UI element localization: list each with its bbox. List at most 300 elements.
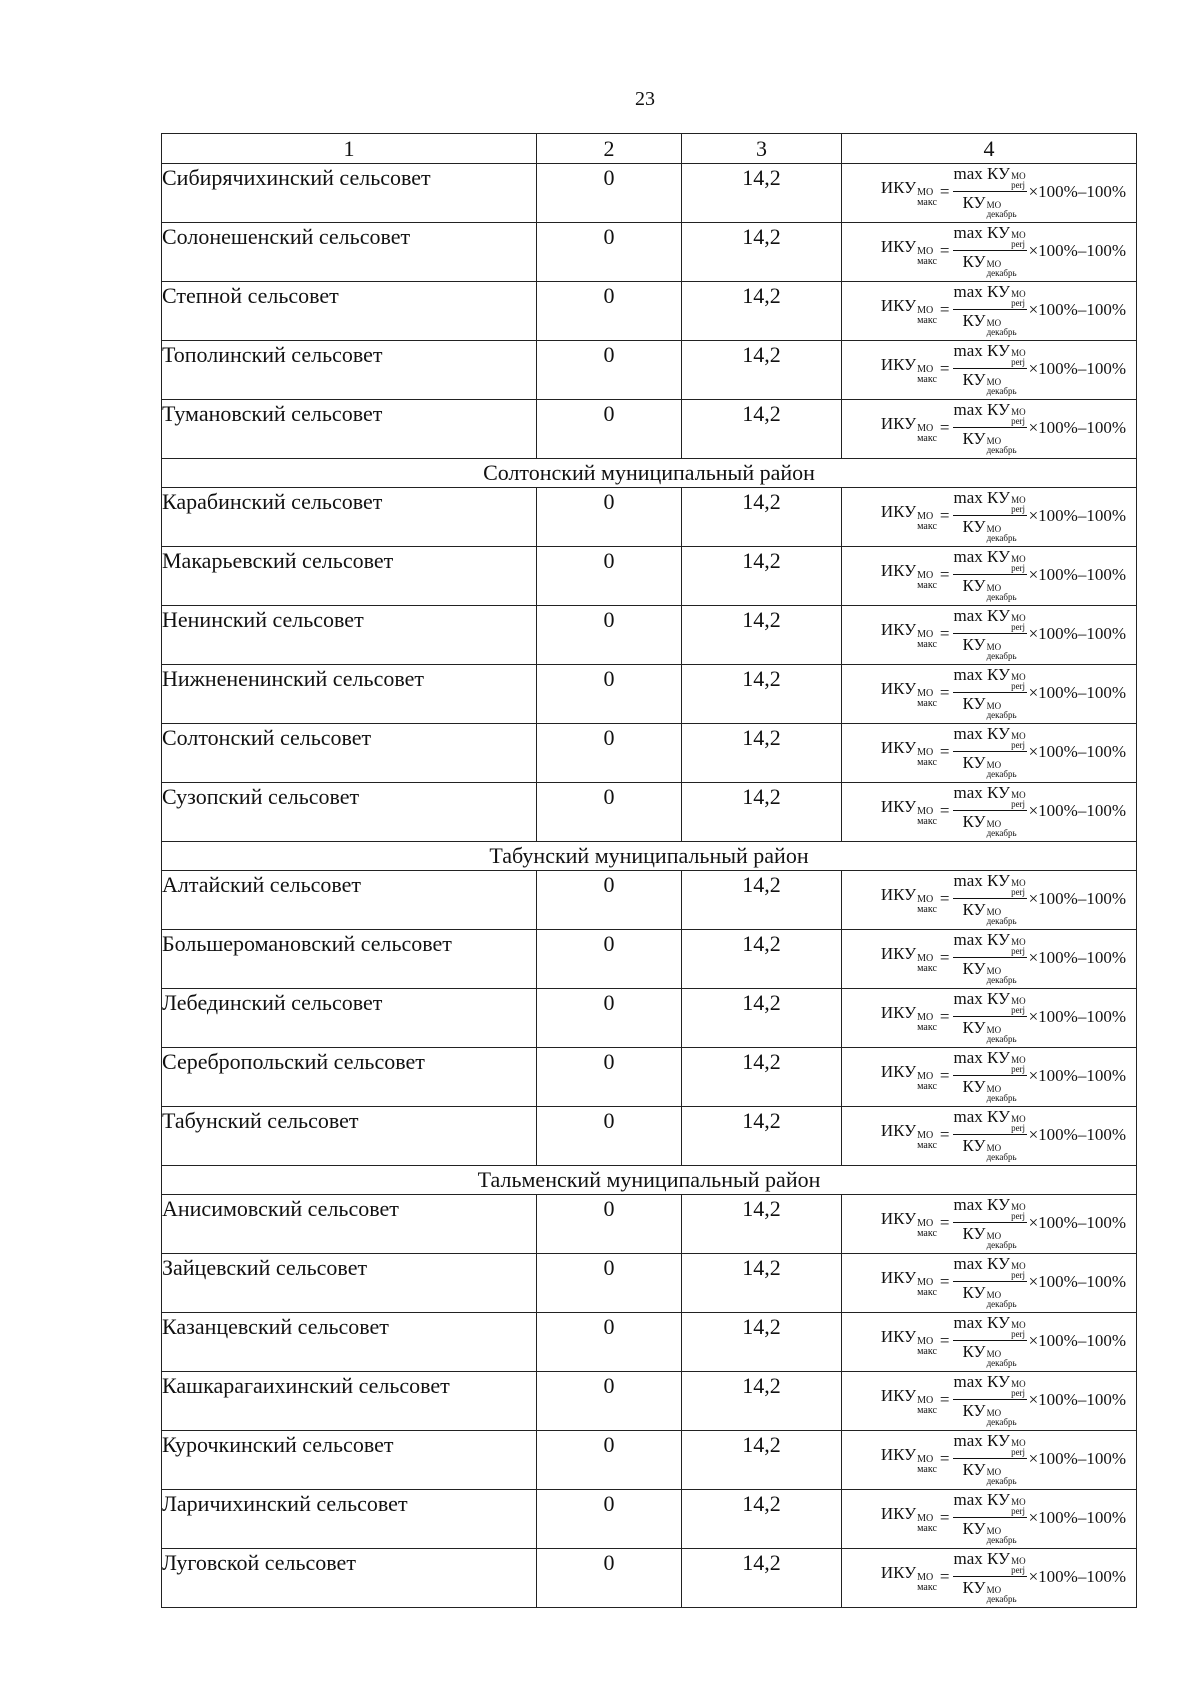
municipality-name: Ларичихинский сельсовет [162,1490,537,1549]
value-col-3: 14,2 [682,724,842,783]
formula-num-scripts [1011,1115,1026,1133]
formula-num-base: max КУ [953,1107,1011,1126]
formula-num-sup: МО [1011,1320,1026,1330]
formula-lhs-scripts [917,689,937,709]
formula-numerator [953,871,1027,899]
formula-num-sub: perj [1011,239,1026,249]
formula-lhs-sub: макс [917,373,937,385]
formula-num-sub: perj [1011,298,1026,308]
formula-lhs-sup: МО [917,893,934,905]
formula-lhs-sub: макс [917,962,937,974]
formula-num-scripts [1011,496,1026,514]
formula [842,1048,1136,1103]
formula-den-sup: МО [986,1231,1002,1241]
formula-lhs-sup: МО [917,1070,934,1082]
formula-den-sup: МО [986,436,1002,446]
formula-lhs-sub: макс [917,520,937,532]
formula-tail: ×100%–100% [1028,623,1126,643]
value-col-2: 0 [537,223,682,282]
formula-fraction [953,1313,1027,1368]
formula-numerator [953,1048,1027,1076]
formula-denominator [963,310,1017,337]
formula-fraction [953,488,1027,543]
formula-tail: ×100%–100% [1028,682,1126,702]
formula-num-sup: МО [1011,1497,1026,1507]
formula-fraction [953,1195,1027,1250]
table-row [162,930,1137,989]
formula-tail: ×100%–100% [1028,1271,1126,1291]
formula-num-base: max КУ [953,1195,1011,1214]
formula-numerator [953,606,1027,634]
formula-num-sub: perj [1011,416,1026,426]
formula-den-scripts [987,967,1017,985]
table-row [162,1254,1137,1313]
value-col-3: 14,2 [682,783,842,842]
formula-lhs-scripts [917,1278,937,1298]
formula-fraction [953,930,1027,985]
formula-tail: ×100%–100% [1028,1065,1126,1085]
formula-numerator [953,665,1027,693]
formula-tail: ×100%–100% [1028,1389,1126,1409]
formula-lhs-sup: МО [917,1129,934,1141]
formula-num-scripts [1011,1262,1026,1280]
formula-denominator [963,958,1017,985]
header-col-3: 3 [682,134,842,164]
formula-lhs-scripts [917,365,937,385]
formula-num-base: max КУ [953,606,1011,625]
formula-lhs-base: ИКУ [880,236,917,256]
formula-num-sup: МО [1011,1055,1026,1065]
formula-tail: ×100%–100% [1028,1124,1126,1144]
formula-lhs-sup: МО [917,1276,934,1288]
formula-num-scripts [1011,791,1026,809]
municipality-name: Тополинский сельсовет [162,341,537,400]
value-col-2: 0 [537,665,682,724]
formula-equals: = [939,358,950,378]
formula-num-sub: perj [1011,1329,1026,1339]
municipality-name: Большеромановский сельсовет [162,930,537,989]
formula-tail: ×100%–100% [1028,181,1126,201]
formula-den-scripts [987,643,1017,661]
formula-num-base: max КУ [953,1254,1011,1273]
formula-den-base: КУ [962,900,986,919]
table-row [162,1048,1137,1107]
formula-num-sup: МО [1011,1202,1026,1212]
formula-lhs-sub: макс [917,1080,937,1092]
formula-den-scripts [987,584,1017,602]
formula-lhs [881,296,937,324]
formula-den-sub: декабрь [986,651,1017,661]
formula-lhs-base: ИКУ [880,1503,917,1523]
formula-lhs-sub: макс [917,1522,937,1534]
formula-lhs [881,1327,937,1355]
formula-fraction [953,724,1027,779]
table-row [162,341,1137,400]
formula-den-base: КУ [962,1136,986,1155]
formula-lhs-base: ИКУ [880,1208,917,1228]
value-col-3: 14,2 [682,1048,842,1107]
section-title: Тальменский муниципальный район [162,1166,1137,1195]
municipality-name: Степной сельсовет [162,282,537,341]
municipality-name: Анисимовский сельсовет [162,1195,537,1254]
formula-den-base: КУ [962,1224,986,1243]
formula-cell [842,1195,1137,1254]
formula-numerator [953,400,1027,428]
formula-den-base: КУ [962,1018,986,1037]
formula-den-sup: МО [986,701,1002,711]
municipality-name: Серебропольский сельсовет [162,1048,537,1107]
formula-lhs-sub: макс [917,255,937,267]
value-col-2: 0 [537,1549,682,1608]
formula-lhs-scripts [917,188,937,208]
formula-numerator [953,1372,1027,1400]
formula-num-sub: perj [1011,1388,1026,1398]
value-col-3: 14,2 [682,606,842,665]
formula-num-base: max КУ [953,1313,1011,1332]
formula-num-base: max КУ [953,547,1011,566]
municipality-name: Нижнененинский сельсовет [162,665,537,724]
formula-den-sub: декабрь [986,1152,1017,1162]
municipality-name: Табунский сельсовет [162,1107,537,1166]
formula-tail: ×100%–100% [1028,800,1126,820]
formula-num-scripts [1011,614,1026,632]
table-row [162,1549,1137,1608]
formula-lhs-base: ИКУ [880,1326,917,1346]
formula-num-sup: МО [1011,1556,1026,1566]
municipality-name: Макарьевский сельсовет [162,547,537,606]
formula-lhs-base: ИКУ [880,1267,917,1287]
value-col-3: 14,2 [682,341,842,400]
formula-lhs-scripts [917,954,937,974]
formula-den-scripts [987,820,1017,838]
table-row [162,488,1137,547]
formula [842,1313,1136,1368]
formula-den-sup: МО [986,642,1002,652]
formula-tail: ×100%–100% [1028,947,1126,967]
formula-den-base: КУ [962,429,986,448]
municipality-name: Солтонский сельсовет [162,724,537,783]
formula-den-base: КУ [962,1460,986,1479]
formula-equals: = [939,299,950,319]
formula-denominator [963,1459,1017,1486]
formula-equals: = [939,505,950,525]
municipality-name: Сибирячихинский сельсовет [162,164,537,223]
formula-lhs [881,1209,937,1237]
municipality-name: Сузопский сельсовет [162,783,537,842]
formula-cell [842,488,1137,547]
formula-tail: ×100%–100% [1028,741,1126,761]
formula-cell [842,1549,1137,1608]
formula-num-sup: МО [1011,289,1026,299]
formula-equals: = [939,800,950,820]
formula-den-scripts [987,1144,1017,1162]
formula [842,724,1136,779]
formula-den-sub: декабрь [986,386,1017,396]
formula-numerator [953,783,1027,811]
value-col-3: 14,2 [682,1254,842,1313]
value-col-2: 0 [537,989,682,1048]
formula-num-sub: perj [1011,1005,1026,1015]
formula-lhs [881,1268,937,1296]
formula-lhs-scripts [917,306,937,326]
formula-denominator [963,1135,1017,1162]
formula-denominator [963,516,1017,543]
value-col-3: 14,2 [682,871,842,930]
formula-den-base: КУ [962,370,986,389]
formula-den-sub: декабрь [986,1034,1017,1044]
formula-den-scripts [987,260,1017,278]
formula-num-sub: perj [1011,740,1026,750]
formula-lhs-sup: МО [917,569,934,581]
formula-num-base: max КУ [953,1372,1011,1391]
formula-den-sub: декабрь [986,1417,1017,1427]
table-row [162,547,1137,606]
formula-lhs-base: ИКУ [880,619,917,639]
formula-cell [842,606,1137,665]
formula-lhs [881,797,937,825]
table-row [162,1313,1137,1372]
formula-den-sub: декабрь [986,710,1017,720]
formula-lhs-sub: макс [917,432,937,444]
formula-equals: = [939,1271,950,1291]
formula-cell [842,871,1137,930]
value-col-3: 14,2 [682,223,842,282]
formula-num-scripts [1011,732,1026,750]
formula-lhs-sup: МО [917,687,934,699]
formula-den-base: КУ [962,193,986,212]
formula-num-scripts [1011,1321,1026,1339]
formula-lhs-sub: макс [917,196,937,208]
formula-lhs-sub: макс [917,1227,937,1239]
formula-den-scripts [987,437,1017,455]
formula-lhs [881,738,937,766]
formula-lhs-sup: МО [917,304,934,316]
formula-den-scripts [987,1586,1017,1604]
formula [842,930,1136,985]
formula-den-scripts [987,1085,1017,1103]
formula-den-sub: декабрь [986,769,1017,779]
formula-den-sub: декабрь [986,975,1017,985]
formula-den-scripts [987,1409,1017,1427]
table-row [162,724,1137,783]
formula-num-scripts [1011,290,1026,308]
formula-denominator [963,1282,1017,1309]
formula-num-base: max КУ [953,871,1011,890]
formula-lhs-sup: МО [917,746,934,758]
formula-lhs [881,502,937,530]
formula-cell [842,1254,1137,1313]
formula-lhs [881,355,937,383]
formula-num-sub: perj [1011,1123,1026,1133]
formula-lhs-sup: МО [917,186,934,198]
formula-equals: = [939,947,950,967]
value-col-2: 0 [537,1431,682,1490]
formula-num-sup: МО [1011,996,1026,1006]
municipality-name: Карабинский сельсовет [162,488,537,547]
formula-den-sub: декабрь [986,1240,1017,1250]
formula-denominator [963,369,1017,396]
formula-lhs [881,178,937,206]
formula-lhs-scripts [917,630,937,650]
formula-cell [842,1431,1137,1490]
formula-lhs-base: ИКУ [880,560,917,580]
formula-den-base: КУ [962,576,986,595]
formula-lhs-base: ИКУ [880,501,917,521]
formula-lhs [881,1563,937,1591]
formula-cell [842,164,1137,223]
formula-fraction [953,164,1027,219]
formula-lhs-sup: МО [917,1571,934,1583]
formula-num-sub: perj [1011,180,1026,190]
page-number: 23 [635,88,655,110]
formula-lhs [881,1121,937,1149]
formula-equals: = [939,741,950,761]
formula-lhs-scripts [917,1573,937,1593]
formula-num-base: max КУ [953,1490,1011,1509]
value-col-3: 14,2 [682,1549,842,1608]
formula [842,282,1136,337]
formula-lhs-base: ИКУ [880,678,917,698]
formula-cell [842,282,1137,341]
value-col-3: 14,2 [682,989,842,1048]
formula-den-sub: декабрь [986,209,1017,219]
value-col-2: 0 [537,1048,682,1107]
value-col-3: 14,2 [682,1372,842,1431]
formula-den-sup: МО [986,583,1002,593]
formula-den-scripts [987,1350,1017,1368]
formula-den-sup: МО [986,377,1002,387]
formula-num-sup: МО [1011,937,1026,947]
formula [842,164,1136,219]
formula-den-sup: МО [986,1585,1002,1595]
formula-den-scripts [987,525,1017,543]
formula [842,1431,1136,1486]
value-col-2: 0 [537,871,682,930]
formula-denominator [963,693,1017,720]
formula-lhs-sub: макс [917,1139,937,1151]
formula-num-scripts [1011,1439,1026,1457]
formula-num-sup: МО [1011,230,1026,240]
formula-num-base: max КУ [953,989,1011,1008]
table-body [162,164,1137,1608]
formula-num-scripts [1011,1557,1026,1575]
formula-cell [842,223,1137,282]
formula-den-scripts [987,908,1017,926]
formula-num-sup: МО [1011,171,1026,181]
formula-num-scripts [1011,879,1026,897]
formula-lhs-sub: макс [917,314,937,326]
municipality-name: Солонешенский сельсовет [162,223,537,282]
formula [842,1195,1136,1250]
formula-lhs-base: ИКУ [880,1061,917,1081]
formula-cell [842,1048,1137,1107]
formula-lhs-sub: макс [917,579,937,591]
formula-lhs-sub: макс [917,903,937,915]
formula-den-scripts [987,1026,1017,1044]
formula-num-sub: perj [1011,504,1026,514]
formula-lhs [881,237,937,265]
formula-den-sub: декабрь [986,1535,1017,1545]
formula-lhs-base: ИКУ [880,354,917,374]
formula-num-sup: МО [1011,613,1026,623]
municipality-name: Лебединский сельсовет [162,989,537,1048]
formula-num-sub: perj [1011,681,1026,691]
formula-den-base: КУ [962,694,986,713]
formula [842,223,1136,278]
formula-lhs-sup: МО [917,1453,934,1465]
formula-den-sup: МО [986,318,1002,328]
value-col-3: 14,2 [682,1431,842,1490]
formula-lhs-scripts [917,1337,937,1357]
formula-den-sub: декабрь [986,916,1017,926]
formula [842,488,1136,543]
section-row [162,842,1137,871]
formula-num-sub: perj [1011,1565,1026,1575]
formula [842,1372,1136,1427]
formula-denominator [963,1577,1017,1604]
value-col-3: 14,2 [682,1313,842,1372]
formula-numerator [953,223,1027,251]
formula-cell [842,930,1137,989]
formula-lhs-sup: МО [917,1011,934,1023]
formula-lhs [881,1386,937,1414]
formula-denominator [963,899,1017,926]
formula-lhs-sub: макс [917,1404,937,1416]
formula-num-sub: perj [1011,799,1026,809]
formula-den-scripts [987,319,1017,337]
formula-lhs-scripts [917,512,937,532]
formula-numerator [953,930,1027,958]
formula-den-sup: МО [986,259,1002,269]
formula-numerator [953,1313,1027,1341]
formula-tail: ×100%–100% [1028,564,1126,584]
formula-num-base: max КУ [953,665,1011,684]
formula-den-sup: МО [986,1349,1002,1359]
value-col-3: 14,2 [682,547,842,606]
formula-cell [842,547,1137,606]
table-row [162,223,1137,282]
header-col-1: 1 [162,134,537,164]
formula-fraction [953,1490,1027,1545]
formula-denominator [963,575,1017,602]
formula-cell [842,1372,1137,1431]
formula-lhs-sup: МО [917,805,934,817]
formula-lhs-sup: МО [917,510,934,522]
value-col-3: 14,2 [682,488,842,547]
formula-equals: = [939,1006,950,1026]
value-col-2: 0 [537,724,682,783]
formula-cell [842,989,1137,1048]
table-row [162,606,1137,665]
formula-lhs [881,414,937,442]
formula-num-base: max КУ [953,282,1011,301]
formula-denominator [963,192,1017,219]
formula-lhs-base: ИКУ [880,413,917,433]
municipality-name: Луговской сельсовет [162,1549,537,1608]
formula-lhs-base: ИКУ [880,1562,917,1582]
formula-den-base: КУ [962,959,986,978]
formula-lhs-scripts [917,1219,937,1239]
formula-cell [842,665,1137,724]
formula-denominator [963,1223,1017,1250]
formula-den-base: КУ [962,1578,986,1597]
formula-tail: ×100%–100% [1028,417,1126,437]
formula-numerator [953,488,1027,516]
formula-den-sub: декабрь [986,1299,1017,1309]
formula-fraction [953,871,1027,926]
formula-equals: = [939,417,950,437]
formula-num-sup: МО [1011,790,1026,800]
